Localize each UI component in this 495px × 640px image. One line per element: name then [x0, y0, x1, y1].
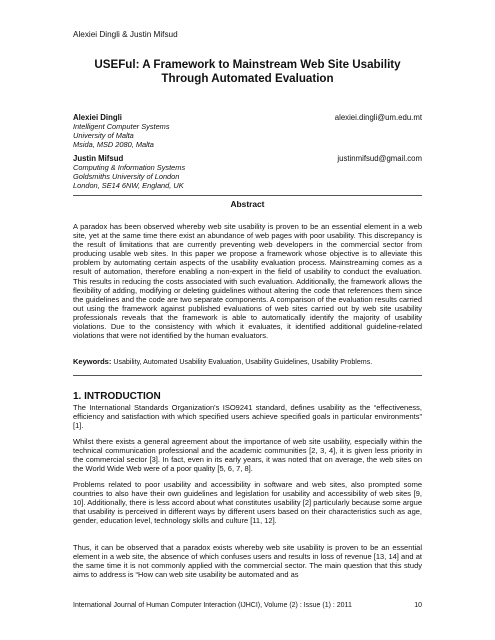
author-affiliation-line: Intelligent Computer Systems [73, 122, 170, 131]
keywords [73, 357, 422, 367]
abstract-text: A paradox has been observed whereby web site usability is proven to be an essential element in a web site, yet at the same time there exist an abundance of web pages with poor usability. This discrepancy is the result of limitations that are currently preventing web developers in the commercial sector from producing usable web sites. In this paper we propose a framework whose objective is to alleviate this problem by automating certain aspects of the usability evaluation process. Mainstreaming comes as a result of automation, therefore enabling a non-expert in the field of usability to conduct the evaluation. This results in reducing the costs associated with such evaluation. Additionally, the framework allows the flexibility of adding, modifying or deleting guidelines without altering the code that references them since the guidelines and the code are two separate components. A comparison of the evaluation results carried out using the framework against published evaluations of web sites carried out by web site usability professionals reveals that the framework is able to automatically identify the majority of usability violations. Due to the consistency with which it evaluates, it identified additional guideline-related violations that were not identified by the human evaluators. [73, 222, 422, 341]
intro-paragraph: The International Standards Organization's ISO9241 standard, defines usability as the “effectiveness, efficiency and satisfaction with which specified users achieve specified goals in particular environments” [1]. [73, 403, 422, 431]
author-affiliation-line: University of Malta [73, 131, 134, 140]
author-block-2 [73, 154, 422, 190]
author-affiliation-line: Goldsmiths University of London [73, 172, 180, 181]
page-number: 10 [414, 602, 422, 609]
author-email[interactable]: alexiei.dingli@um.edu.mt [334, 113, 422, 122]
keywords-label: Keywords: [73, 357, 112, 366]
author-email[interactable]: justinmifsud@gmail.com [337, 154, 422, 163]
author-block-1 [73, 113, 422, 149]
intro-paragraph: Problems related to poor usability and accessibility in software and web sites, also prompted some countries to also have their own guidelines and legislation for usability and accessibility of web sites [9, 10]. Additionally, there is less accord about what constitutes usability [2] particularly because some argue that usability is perceived in different ways by different users based on their characteristics such as age, gender, education level, technology skills and culture [11, 12]. [73, 480, 422, 526]
author-affiliation-line: Computing & Information Systems [73, 163, 186, 172]
footer-journal: International Journal of Human Computer Interaction (IJHCI), Volume (2) : Issue (1) : 2011 [73, 602, 352, 609]
page-footer [73, 602, 422, 609]
divider-rule [73, 195, 422, 196]
author-affiliation-line: London, SE14 6NW, England, UK [73, 181, 184, 190]
author-name: Alexiei Dingli [73, 113, 122, 122]
divider-rule [73, 375, 422, 376]
running-head: Alexiei Dingli & Justin Mifsud [73, 30, 178, 39]
intro-paragraph: Whilst there exists a general agreement about the importance of web site usability, especially within the technical communication professional and the academic communities [2, 3, 4], it is given less priority in the commercial sector [3]. In fact, even in its early years, it was noted that on average, the web sites on the World Wide Web were of a poor quality [5, 6, 7, 8]. [73, 437, 422, 474]
section-heading: 1. INTRODUCTION [73, 391, 161, 402]
intro-paragraph: Thus, it can be observed that a paradox exists whereby web site usability is proven to be an essential element in a web site, the absence of which confuses users and results in loss of revenue [13, 14] and at the same time it is not commonly applied with the commercial sector. The main question that this study aims to address is “How can web site usability be automated and as [73, 543, 422, 580]
keywords-text: Usability, Automated Usability Evaluation, Usability Guidelines, Usability Problems. [111, 358, 373, 366]
author-name: Justin Mifsud [73, 154, 124, 163]
paper-title [73, 58, 422, 86]
author-affiliation-line: Msida, MSD 2080, Malta [73, 140, 154, 149]
title-line-2: Through Automated Evaluation [161, 72, 334, 85]
title-line-1: USEFul: A Framework to Mainstream Web Site Usability [94, 58, 401, 71]
abstract-heading: Abstract [230, 199, 265, 209]
